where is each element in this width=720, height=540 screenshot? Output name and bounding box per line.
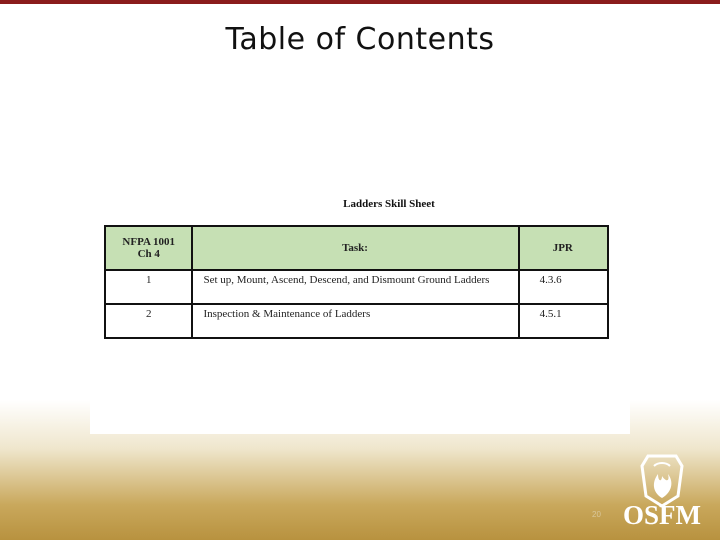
jpr-cell: 4.3.6 [519, 270, 608, 304]
nfpa-cell: 1 [105, 270, 192, 304]
task-cell: Inspection & Maintenance of Ladders [192, 304, 518, 338]
page-number: 20 [592, 510, 601, 519]
top-accent-bar [0, 0, 720, 4]
osfm-logo-text: OSFM [623, 500, 701, 530]
table-row [105, 270, 608, 304]
table-header-row [105, 226, 608, 270]
jpr-cell: 4.5.1 [519, 304, 608, 338]
task-cell: Set up, Mount, Ascend, Descend, and Dismount Ground Ladders [192, 270, 518, 304]
slide-title: Table of Contents [225, 22, 495, 57]
nfpa-column-header [105, 226, 192, 270]
nfpa-cell: 2 [105, 304, 192, 338]
skill-sheet-title: Ladders Skill Sheet [343, 198, 435, 210]
jpr-column-header: JPR [519, 226, 608, 270]
table-row [105, 304, 608, 338]
task-column-header: Task: [192, 226, 518, 270]
skill-sheet-table [104, 225, 609, 339]
nfpa-header-line1: NFPA 1001 [122, 236, 176, 248]
nfpa-header-line2: Ch 4 [137, 248, 160, 260]
